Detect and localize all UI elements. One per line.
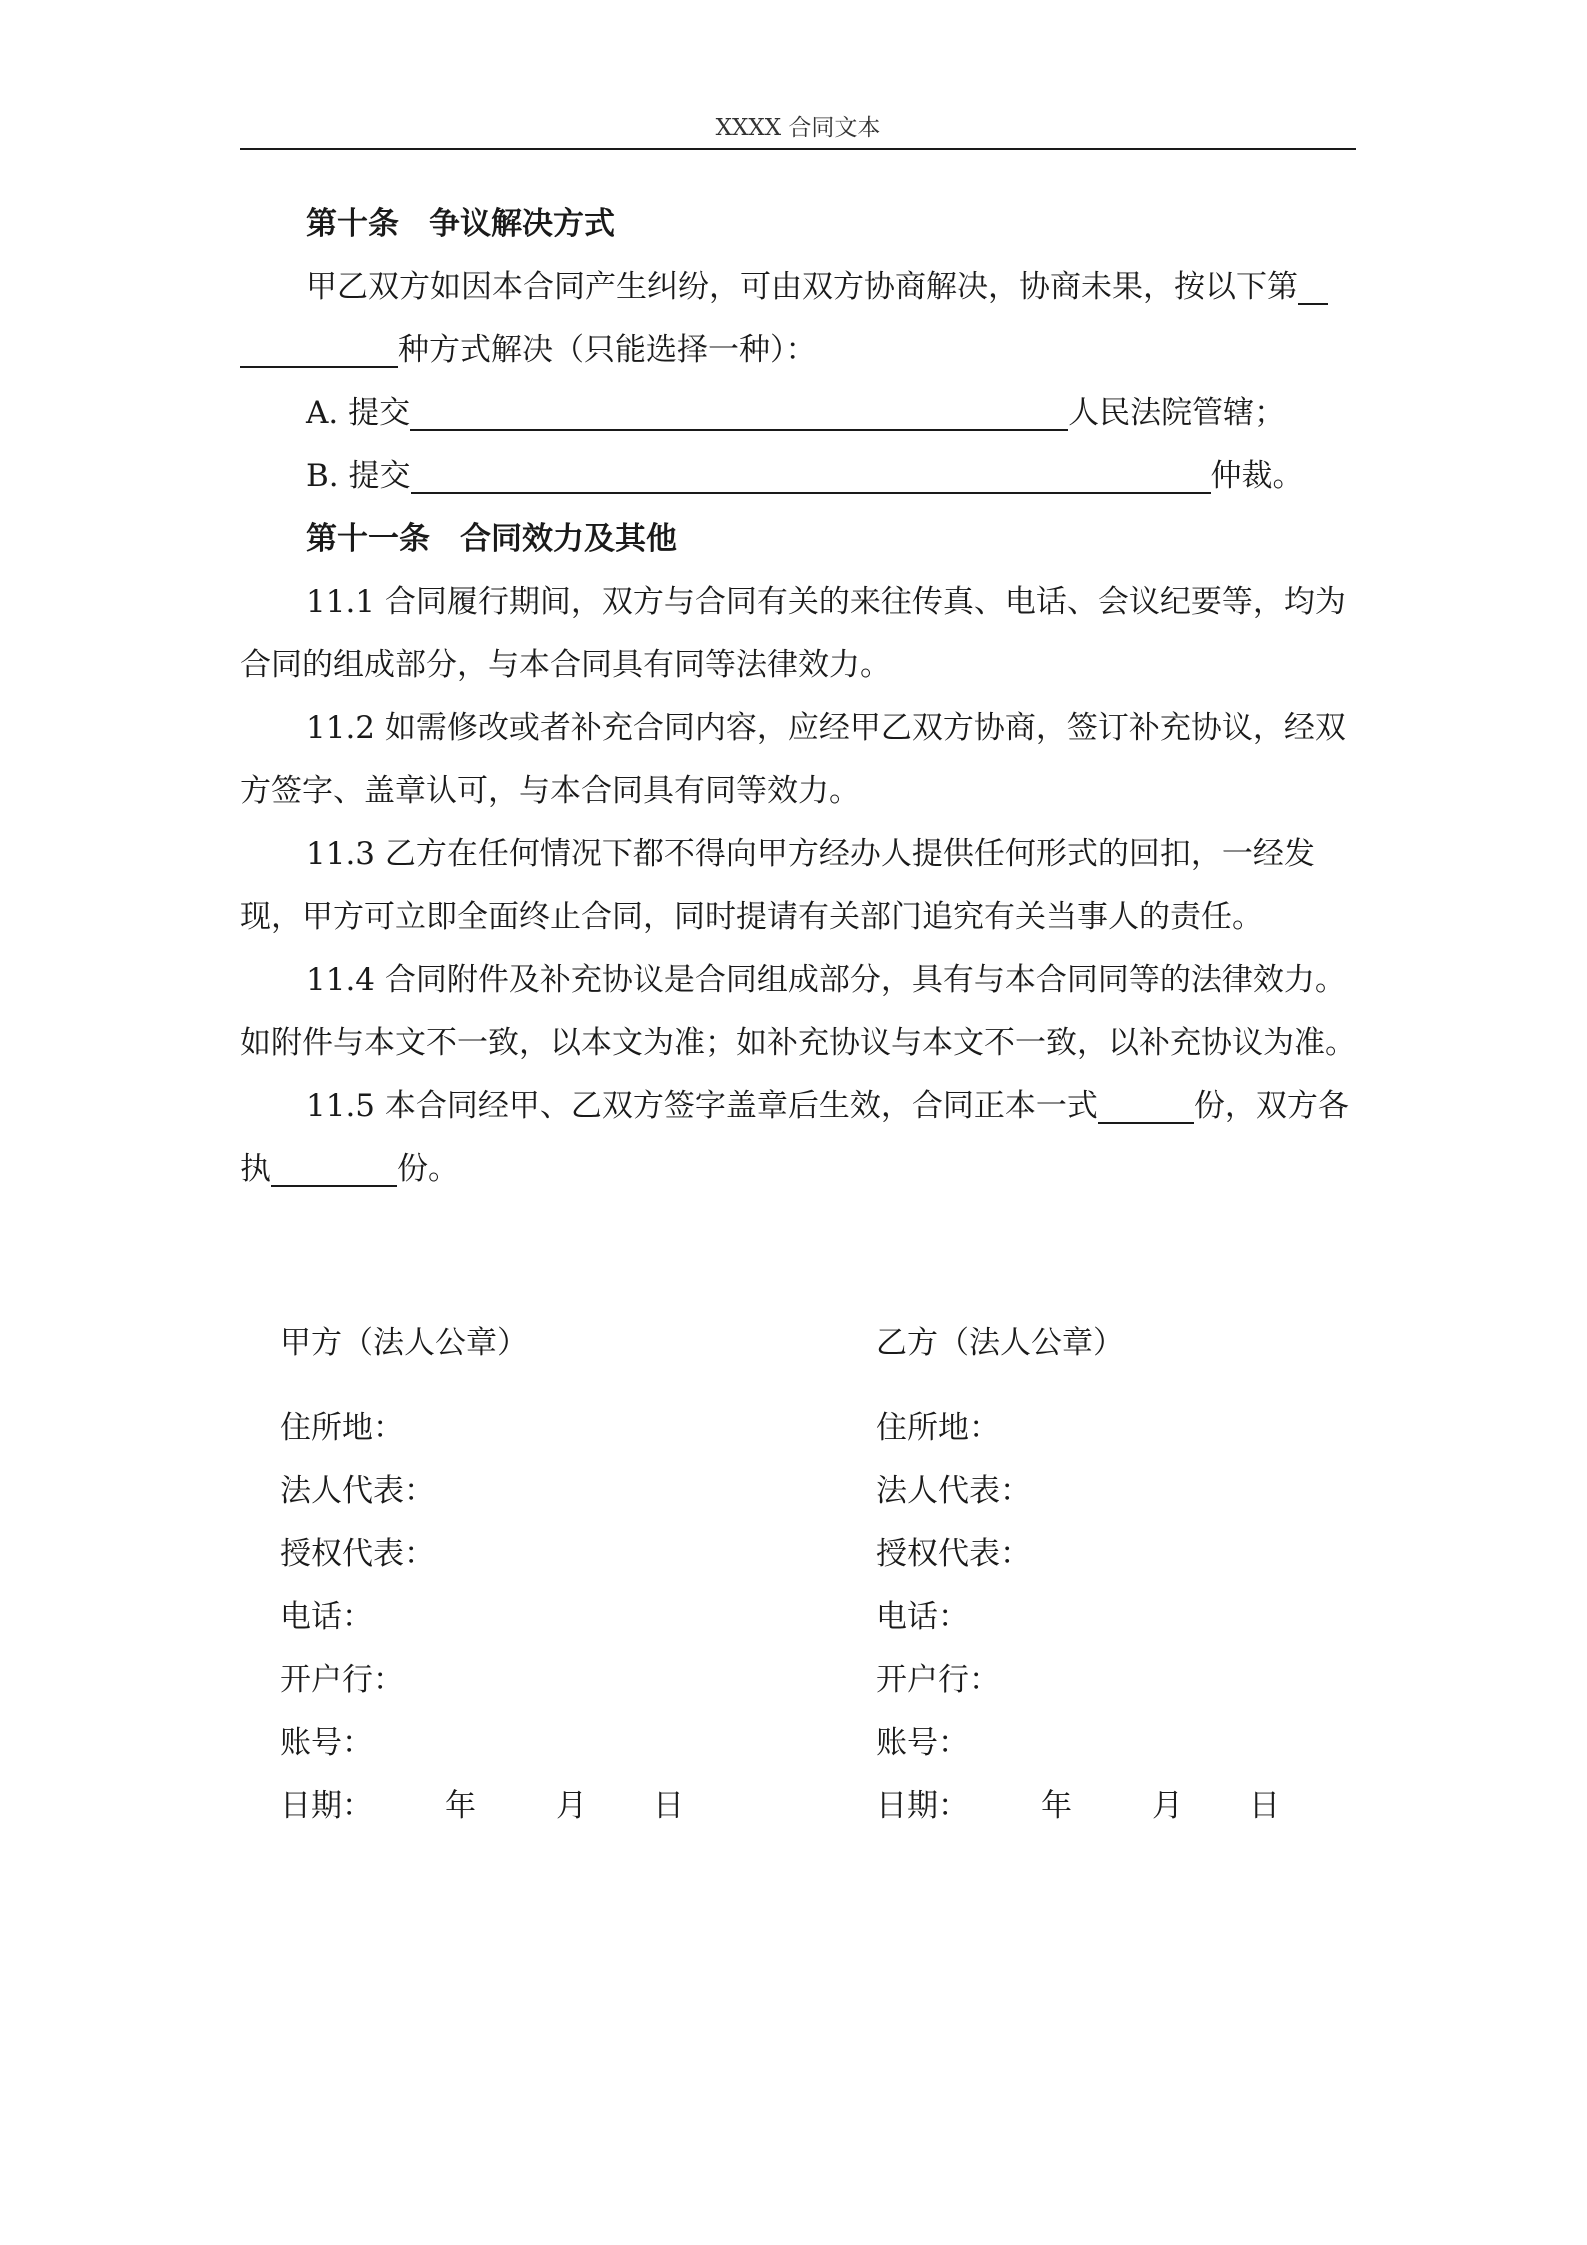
- article-10-intro: [240, 256, 1356, 382]
- party-b-phone: 电话：: [876, 1599, 969, 1635]
- option-a-prefix: A. 提交: [306, 395, 411, 431]
- clause-11-5-c: 份。: [397, 1151, 459, 1187]
- option-b-prefix: B. 提交: [306, 458, 411, 494]
- clause-11-2: 11.2 如需修改或者补充合同内容，应经甲乙双方协商，签订补充协议，经双方签字、盖章认可，与本合同具有同等效力。: [240, 710, 1346, 809]
- article-11-title: 合同效力及其他: [460, 521, 677, 557]
- party-a-date-label: 日期：: [280, 1788, 373, 1824]
- option-a: [240, 382, 1356, 445]
- party-a-legal-rep: 法人代表：: [280, 1473, 435, 1509]
- article-10-intro-b: 种方式解决（只能选择一种）：: [398, 332, 817, 368]
- party-b-bank: 开户行：: [876, 1662, 1000, 1698]
- clause-11-3: 11.3 乙方在任何情况下都不得向甲方经办人提供任何形式的回扣，一经发现，甲方可立即全面终止合同，同时提请有关部门追究有关当事人的责任。: [240, 836, 1315, 935]
- party-b-signature-block: [876, 1312, 1436, 1838]
- clause-11-5: [240, 1075, 1356, 1201]
- option-b: [240, 445, 1356, 508]
- party-b-authorized-rep: 授权代表：: [876, 1536, 1031, 1572]
- party-b-legal-rep: 法人代表：: [876, 1473, 1031, 1509]
- party-a-year: 年: [445, 1788, 476, 1824]
- dispute-method-blank-1: [1298, 263, 1328, 305]
- party-b-account: 账号：: [876, 1725, 969, 1761]
- party-a-authorized-rep: 授权代表：: [280, 1536, 435, 1572]
- header-title: XXXX 合同文本: [715, 115, 881, 141]
- party-a-phone: 电话：: [280, 1599, 373, 1635]
- party-a-account: 账号：: [280, 1725, 373, 1761]
- party-a-title: 甲方（法人公章）: [280, 1325, 528, 1361]
- article-10-number: 第十条: [306, 206, 399, 242]
- copies-total-blank: [1098, 1082, 1194, 1124]
- party-b-address: 住所地：: [876, 1410, 1000, 1446]
- party-b-date-label: 日期：: [876, 1788, 969, 1824]
- article-10-title: 争议解决方式: [429, 206, 615, 242]
- clause-11-5-b: 份，双方各执: [240, 1088, 1349, 1187]
- dispute-method-blank-2: [240, 326, 398, 368]
- party-b-date: [876, 1775, 1436, 1838]
- clause-11-1: 11.1 合同履行期间，双方与合同有关的来往传真、电话、会议纪要等，均为合同的组成部分，与本合同具有同等法律效力。: [240, 584, 1346, 683]
- party-a-day: 日: [653, 1788, 684, 1824]
- article-10-heading: [240, 193, 1356, 256]
- party-b-day: 日: [1249, 1788, 1280, 1824]
- arbitration-blank: [411, 452, 1211, 494]
- party-a-address: 住所地：: [280, 1410, 404, 1446]
- page-header: [240, 108, 1356, 150]
- contract-body: [240, 193, 1356, 1201]
- party-a-bank: 开户行：: [280, 1662, 404, 1698]
- option-b-suffix: 仲裁。: [1210, 458, 1304, 494]
- article-11-number: 第十一条: [306, 521, 430, 557]
- court-blank: [410, 389, 1068, 431]
- party-a-month: 月: [556, 1788, 587, 1824]
- party-a-signature-block: [280, 1312, 840, 1838]
- clause-11-4: 11.4 合同附件及补充协议是合同组成部分，具有与本合同同等的法律效力。如附件与本文不一致，以本文为准；如补充协议与本文不一致，以补充协议为准。: [240, 962, 1356, 1061]
- clause-11-5-a: 11.5 本合同经甲、乙双方签字盖章后生效，合同正本一式: [306, 1088, 1098, 1124]
- party-a-date: [280, 1775, 840, 1838]
- copies-each-blank: [271, 1145, 397, 1187]
- party-b-month: 月: [1152, 1788, 1183, 1824]
- party-b-title: 乙方（法人公章）: [876, 1325, 1124, 1361]
- article-10-intro-a: 甲乙双方如因本合同产生纠纷，可由双方协商解决，协商未果，按以下第: [306, 269, 1298, 305]
- option-a-suffix: 人民法院管辖；: [1068, 395, 1286, 431]
- article-11-heading: [240, 508, 1356, 571]
- party-b-year: 年: [1041, 1788, 1072, 1824]
